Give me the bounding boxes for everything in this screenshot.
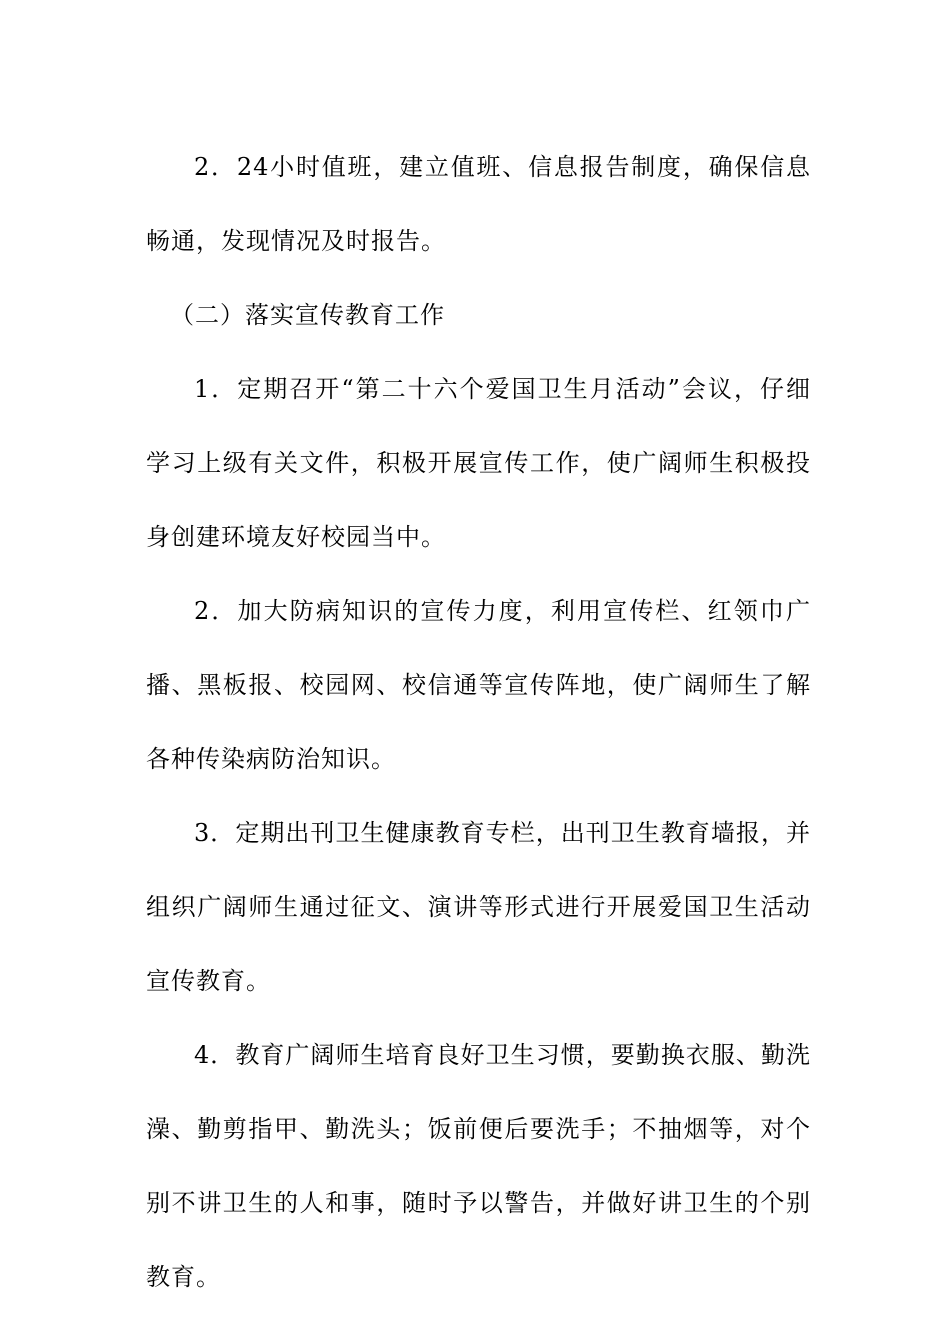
paragraph-disease-knowledge: 2．加大防病知识的宣传力度，利用宣传栏、红领巾广播、黑板报、校园网、校信通等宣传阵地，使广阔师生了解各种传染病防治知识。 [146,597,811,773]
paragraph-health-column: 3．定期出刊卫生健康教育专栏，出刊卫生教育墙报，并组织广阔师生通过征文、演讲等形式进行开展爱国卫生活动宣传教育。 [146,819,811,995]
paragraph-hygiene-habits: 4．教育广阔师生培育良好卫生习惯，要勤换衣服、勤洗澡、勤剪指甲、勤洗头；饭前便后要洗手；不抽烟等，对个别不讲卫生的人和事，随时予以警告，并做好讲卫生的个别教育。 [146,1041,811,1291]
section-heading-publicity: （二）落实宣传教育工作 [170,301,445,329]
document-body [146,130,811,1314]
paragraph-duty-reporting: 2．24小时值班，建立值班、信息报告制度，确保信息畅通，发现情况及时报告。 [146,153,811,255]
paragraph-meetings: 1．定期召开“第二十六个爱国卫生月活动”会议，仔细学习上级有关文件，积极开展宣传工作，使广阔师生积极投身创建环境友好校园当中。 [146,375,811,551]
